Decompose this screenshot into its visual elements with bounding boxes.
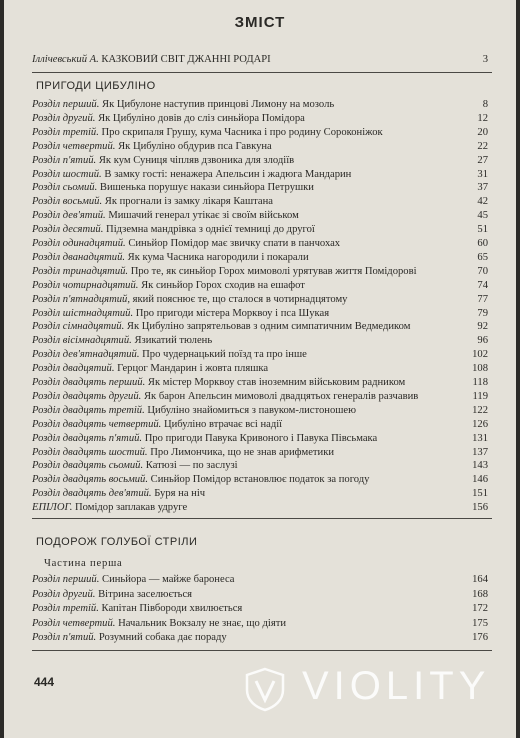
chapter-label: Розділ сьомий.: [32, 182, 98, 194]
chapter-title: Синьйор Помідор встановлює податок за погоду: [150, 474, 370, 486]
chapter-title: Як барон Апельсин мимоволі двадцятьох генералів разчавив: [143, 390, 419, 402]
chapter-label: Розділ шістнадцятий.: [32, 307, 134, 319]
chapter-title: Як кума Часника нагородили і покарали: [127, 251, 309, 263]
chapter-page: 151: [472, 488, 488, 500]
shield-v-icon: [242, 666, 288, 712]
chapter-title: Розумний собака дає пораду: [98, 632, 227, 643]
chapter-page: 51: [477, 224, 488, 236]
chapter-title: Як Цибулоне наступив принцові Лимону на мозоль: [102, 99, 335, 110]
chapter-page: 126: [472, 418, 488, 430]
page-title: ЗМІСТ: [234, 14, 286, 31]
chapter-label: Розділ п'ятий.: [32, 154, 97, 166]
chapter-label: Розділ чотирнадцятий.: [32, 279, 139, 291]
chapter-title: Катюзі — по заслузі: [145, 460, 238, 472]
chapter-page: 77: [477, 293, 488, 305]
chapter-page: 65: [477, 251, 488, 263]
chapter-title: Як кум Суниця чіпляв дзвоника для злодіїв: [98, 154, 295, 166]
chapter-label: Розділ двадцять третій.: [32, 404, 145, 416]
chapter-label: Розділ вісімнадцятий.: [32, 335, 132, 347]
chapter-title: Вишенька порушує накази синьйора Петрушки: [99, 182, 314, 194]
chapter-title: Як Цибуліно довів до сліз синьйора Помідора: [98, 112, 305, 124]
chapter-title: Про пригоди містера Морквоу і пса Шукая: [135, 307, 330, 319]
chapter-page: 137: [472, 446, 488, 458]
chapter-label: Розділ другий.: [32, 588, 96, 600]
divider: [32, 518, 492, 519]
chapter-page: 27: [477, 154, 488, 166]
chapter-title: Мишачий генерал утікає зі своїм військом: [108, 210, 299, 222]
chapter-title: Про чудернацький поїзд та про інше: [142, 349, 307, 361]
toc-entry: [4, 502, 516, 518]
chapter-label: Розділ одинадцятий.: [32, 238, 126, 249]
chapter-title: Як Цибуліно обдурив пса Гавкуна: [118, 140, 272, 152]
chapter-label: Розділ четвертий.: [32, 617, 116, 629]
chapter-title: Цибуліно втрачає всі надії: [163, 418, 283, 430]
chapter-page: 96: [477, 335, 488, 347]
chapter-page: 8: [482, 99, 488, 110]
divider: [32, 650, 492, 651]
book-page: [4, 0, 516, 738]
watermark: [242, 660, 512, 720]
chapter-title: Підземна мандрівка з однієї темниці до другої: [106, 224, 315, 236]
chapter-label: Розділ двадцять четвертий.: [32, 418, 162, 430]
chapter-page: 172: [472, 603, 488, 614]
page-number: 444: [34, 675, 55, 689]
chapter-label: Розділ дев'ятнадцятий.: [32, 349, 140, 361]
chapter-label: Розділ десятий.: [32, 224, 104, 236]
chapter-label: Розділ двадцять перший.: [32, 377, 146, 388]
chapter-page: 42: [477, 196, 488, 208]
intro-entry: [4, 54, 516, 70]
chapter-title: Як прогнали із замку лікаря Каштана: [104, 196, 273, 208]
chapter-title: Синьйора — майже баронеса: [102, 574, 235, 585]
chapter-label: Розділ п'ятий.: [32, 632, 97, 643]
intro-author: Іллічевський А.: [32, 54, 99, 65]
chapter-title: Про те, як синьйор Горох мимоволі урятував життя Помідорові: [130, 265, 417, 277]
chapter-page: 79: [477, 307, 488, 319]
chapter-title: Синьйор Помідор має звичку спати в панчохах: [128, 238, 341, 249]
chapter-label: Розділ п'ятнадцятий,: [32, 293, 130, 305]
chapter-page: 131: [472, 432, 488, 444]
chapter-page: 175: [472, 617, 488, 629]
chapter-title: Вітрина заселюється: [98, 588, 193, 600]
section2-title: ПОДОРОЖ ГОЛУБОЇ СТРІЛИ: [36, 536, 198, 548]
chapter-label: Розділ двадцять сьомий.: [32, 460, 144, 472]
chapter-title: Як синьйор Горох сходив на ешафот: [141, 279, 305, 291]
chapter-title: Як містер Морквоу став іноземним військовим радником: [147, 377, 406, 388]
chapter-title: Капітан Півбороди хвилюється: [101, 603, 243, 614]
toc-entry: [4, 632, 516, 648]
chapter-page: 60: [477, 238, 488, 249]
chapter-title: Помідор заплакав удруге: [75, 502, 188, 514]
chapter-label: Розділ двадцять шостий.: [32, 446, 148, 458]
chapter-page: 37: [477, 182, 488, 194]
intro-page: 3: [482, 54, 488, 65]
section2-subtitle: Частина перша: [44, 558, 123, 569]
chapter-label: Розділ четвертий.: [32, 140, 116, 152]
chapter-page: 45: [477, 210, 488, 222]
chapter-label: Розділ шостий.: [32, 168, 102, 180]
chapter-page: 122: [472, 404, 488, 416]
chapter-label: Розділ дев'ятий.: [32, 210, 106, 222]
chapter-page: 92: [477, 321, 488, 333]
chapter-title: Як Цибуліно запрятельовав з одним симпатичним Ведмедиком: [126, 321, 411, 333]
chapter-label: Розділ другий.: [32, 112, 96, 124]
chapter-page: 164: [472, 574, 488, 585]
chapter-title: Про пригоди Павука Кривоного і Павука Півсьмака: [144, 432, 378, 444]
chapter-label: Розділ тринадцятий.: [32, 265, 129, 277]
chapter-label: Розділ двадцять п'ятий.: [32, 432, 143, 444]
chapter-title: Цибуліно знайомиться з павуком-листоношею: [147, 404, 357, 416]
chapter-label: Розділ сімнадцятий.: [32, 321, 125, 333]
chapter-page: 102: [472, 349, 488, 361]
chapter-page: 156: [472, 502, 488, 514]
chapter-title: Про скрипаля Грушу, кума Часника і про родину Сороконіжок: [101, 126, 383, 138]
chapter-title: Начальник Вокзалу не знає, що діяти: [118, 617, 287, 629]
chapter-label: Розділ дванадцятий.: [32, 251, 126, 263]
chapter-page: 22: [477, 140, 488, 152]
chapter-label: Розділ третій.: [32, 126, 99, 138]
chapter-label: Розділ двадцять восьмий.: [32, 474, 148, 486]
chapter-page: 143: [472, 460, 488, 472]
divider: [32, 72, 492, 73]
chapter-title: Герцог Мандарин і жовта пляшка: [117, 363, 269, 375]
chapter-page: 108: [472, 363, 488, 375]
chapter-page: 70: [477, 265, 488, 277]
chapter-page: 74: [477, 279, 488, 291]
chapter-page: 31: [477, 168, 488, 180]
chapter-label: ЕПІЛОГ.: [32, 502, 73, 514]
chapter-page: 168: [472, 588, 488, 600]
watermark-text: VIOLITY: [302, 664, 491, 708]
chapter-label: Розділ двадцять другий.: [32, 390, 142, 402]
intro-text: КАЗКОВИЙ СВІТ ДЖАННІ РОДАРІ: [101, 54, 271, 65]
chapter-title: який пояснює те, що сталося в чотирнадцятому: [132, 293, 348, 305]
chapter-label: Розділ двадцятий.: [32, 363, 115, 375]
chapter-page: 176: [472, 632, 488, 643]
section1-title: ПРИГОДИ ЦИБУЛІНО: [36, 80, 156, 92]
chapter-title: В замку гості: ненажера Апельсин і жадюга Мандарин: [104, 168, 352, 180]
chapter-page: 119: [472, 390, 488, 402]
chapter-title: Язикатий тюлень: [134, 335, 213, 347]
chapter-label: Розділ двадцять дев'ятий.: [32, 488, 152, 500]
chapter-page: 146: [472, 474, 488, 486]
chapter-page: 12: [477, 112, 488, 124]
chapter-page: 20: [477, 126, 488, 138]
chapter-label: Розділ перший.: [32, 574, 100, 585]
chapter-title: Про Лимончика, що не знав арифметики: [150, 446, 335, 458]
chapter-label: Розділ перший.: [32, 99, 100, 110]
chapter-page: 118: [472, 377, 488, 388]
chapter-label: Розділ третій.: [32, 603, 99, 614]
chapter-title: Буря на ніч: [154, 488, 206, 500]
chapter-label: Розділ восьмий.: [32, 196, 103, 208]
